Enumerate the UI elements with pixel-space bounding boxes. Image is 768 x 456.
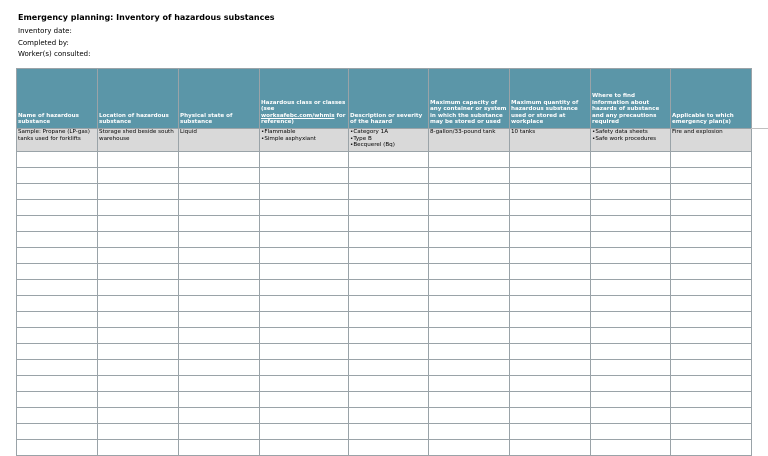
info-item: • Safety data sheets xyxy=(592,129,669,136)
blank-cell[interactable] xyxy=(98,280,179,296)
blank-cell[interactable] xyxy=(349,376,429,392)
header-severity: Description or severity of the hazard xyxy=(349,69,429,129)
blank-cell[interactable] xyxy=(260,216,349,232)
inventory-date-label: Inventory date: xyxy=(18,27,72,35)
blank-cell[interactable] xyxy=(671,296,752,312)
blank-cell[interactable] xyxy=(671,232,752,248)
blank-cell[interactable] xyxy=(510,392,591,408)
blank-cell[interactable] xyxy=(17,184,98,200)
blank-cell[interactable] xyxy=(349,168,429,184)
blank-cell[interactable] xyxy=(429,248,510,264)
blank-cell[interactable] xyxy=(510,216,591,232)
blank-cell[interactable] xyxy=(98,392,179,408)
blank-cell[interactable] xyxy=(17,200,98,216)
blank-cell[interactable] xyxy=(671,360,752,376)
blank-cell[interactable] xyxy=(179,296,260,312)
blank-cell[interactable] xyxy=(260,392,349,408)
header-row xyxy=(17,69,752,129)
blank-cell[interactable] xyxy=(179,200,260,216)
blank-cell[interactable] xyxy=(179,376,260,392)
blank-cell[interactable] xyxy=(429,408,510,424)
blank-cell[interactable] xyxy=(671,216,752,232)
whmis-link[interactable]: worksafebc.com/whmis xyxy=(261,112,335,119)
blank-cell[interactable] xyxy=(591,296,671,312)
blank-cell[interactable] xyxy=(179,232,260,248)
completed-by-label: Completed by: xyxy=(18,39,69,47)
sample-max-capacity: 8-gallon/33-pound tank xyxy=(429,129,510,152)
blank-cell[interactable] xyxy=(591,168,671,184)
blank-cell[interactable] xyxy=(17,328,98,344)
blank-cell[interactable] xyxy=(671,168,752,184)
blank-cell[interactable] xyxy=(260,360,349,376)
blank-cell[interactable] xyxy=(179,392,260,408)
blank-cell[interactable] xyxy=(179,408,260,424)
blank-cell[interactable] xyxy=(349,312,429,328)
blank-row xyxy=(17,264,752,280)
blank-cell[interactable] xyxy=(591,152,671,168)
header-name: Name of hazardous substance xyxy=(17,69,98,129)
blank-cell[interactable] xyxy=(349,280,429,296)
blank-row xyxy=(17,392,752,408)
blank-cell[interactable] xyxy=(510,248,591,264)
header-hazard-class-pre: Hazardous class or classes (see xyxy=(261,99,346,113)
blank-cell[interactable] xyxy=(98,168,179,184)
blank-cell[interactable] xyxy=(260,248,349,264)
header-hazard-class xyxy=(260,69,349,129)
blank-row xyxy=(17,424,752,440)
blank-cell[interactable] xyxy=(179,360,260,376)
blank-cell[interactable] xyxy=(98,264,179,280)
blank-cell[interactable] xyxy=(179,152,260,168)
info-item: • Safe work procedures xyxy=(592,136,669,143)
blank-cell[interactable] xyxy=(591,408,671,424)
blank-row xyxy=(17,200,752,216)
blank-cell[interactable] xyxy=(17,360,98,376)
blank-cell[interactable] xyxy=(17,376,98,392)
blank-row xyxy=(17,376,752,392)
sample-plans: Fire and explosion xyxy=(671,129,752,152)
blank-cell[interactable] xyxy=(260,232,349,248)
blank-cell[interactable] xyxy=(510,344,591,360)
blank-cell[interactable] xyxy=(591,280,671,296)
blank-cell[interactable] xyxy=(260,424,349,440)
header-hazard-class-post: for reference) xyxy=(261,112,346,126)
blank-cell[interactable] xyxy=(429,296,510,312)
blank-cell[interactable] xyxy=(349,424,429,440)
severity-item: • Type B xyxy=(350,136,427,143)
blank-cell[interactable] xyxy=(179,168,260,184)
blank-cell[interactable] xyxy=(98,312,179,328)
header-info-location: Where to find information about hazards of substance and any precautions required xyxy=(591,69,671,129)
blank-cell[interactable] xyxy=(671,200,752,216)
blank-cell[interactable] xyxy=(429,424,510,440)
blank-cell[interactable] xyxy=(17,248,98,264)
blank-row xyxy=(17,232,752,248)
blank-cell[interactable] xyxy=(179,424,260,440)
blank-cell[interactable] xyxy=(510,200,591,216)
blank-cell[interactable] xyxy=(260,296,349,312)
blank-cell[interactable] xyxy=(179,216,260,232)
blank-cell[interactable] xyxy=(17,232,98,248)
blank-cell[interactable] xyxy=(17,168,98,184)
blank-cell[interactable] xyxy=(510,408,591,424)
blank-row xyxy=(17,360,752,376)
blank-cell[interactable] xyxy=(429,280,510,296)
blank-row xyxy=(17,296,752,312)
blank-cell[interactable] xyxy=(260,328,349,344)
blank-cell[interactable] xyxy=(510,152,591,168)
blank-cell[interactable] xyxy=(98,376,179,392)
blank-cell[interactable] xyxy=(591,184,671,200)
blank-cell[interactable] xyxy=(349,232,429,248)
blank-cell[interactable] xyxy=(179,248,260,264)
blank-cell[interactable] xyxy=(349,392,429,408)
blank-cell[interactable] xyxy=(98,232,179,248)
blank-cell[interactable] xyxy=(179,184,260,200)
header-max-quantity: Maximum quantity of hazardous substance used or stored at workplace xyxy=(510,69,591,129)
blank-cell[interactable] xyxy=(671,376,752,392)
blank-cell[interactable] xyxy=(510,312,591,328)
blank-cell[interactable] xyxy=(349,264,429,280)
blank-cell[interactable] xyxy=(429,184,510,200)
blank-row xyxy=(17,216,752,232)
blank-cell[interactable] xyxy=(671,280,752,296)
blank-cell[interactable] xyxy=(17,280,98,296)
blank-cell[interactable] xyxy=(671,344,752,360)
blank-cell[interactable] xyxy=(17,312,98,328)
blank-cell[interactable] xyxy=(260,280,349,296)
blank-cell[interactable] xyxy=(429,216,510,232)
severity-item: • Category 1A xyxy=(350,129,427,136)
blank-row xyxy=(17,184,752,200)
blank-cell[interactable] xyxy=(591,232,671,248)
blank-cell[interactable] xyxy=(349,360,429,376)
blank-cell[interactable] xyxy=(671,408,752,424)
blank-cell[interactable] xyxy=(179,312,260,328)
blank-cell[interactable] xyxy=(179,328,260,344)
blank-cell[interactable] xyxy=(510,328,591,344)
workers-consulted-label: Worker(s) consulted: xyxy=(18,50,91,58)
blank-cell[interactable] xyxy=(510,360,591,376)
blank-cell[interactable] xyxy=(510,280,591,296)
blank-cell[interactable] xyxy=(429,168,510,184)
blank-cell[interactable] xyxy=(98,408,179,424)
blank-cell[interactable] xyxy=(179,344,260,360)
blank-cell[interactable] xyxy=(671,248,752,264)
blank-cell[interactable] xyxy=(510,424,591,440)
blank-cell[interactable] xyxy=(98,152,179,168)
blank-cell[interactable] xyxy=(17,264,98,280)
blank-cell[interactable] xyxy=(429,344,510,360)
blank-cell[interactable] xyxy=(260,168,349,184)
blank-cell[interactable] xyxy=(98,200,179,216)
header-location: Location of hazardous substance xyxy=(98,69,179,129)
blank-cell[interactable] xyxy=(591,344,671,360)
header-max-capacity: Maximum capacity of any container or system in which the substance may be stored or used xyxy=(429,69,510,129)
blank-cell[interactable] xyxy=(510,376,591,392)
blank-cell[interactable] xyxy=(671,328,752,344)
blank-row xyxy=(17,248,752,264)
blank-cell[interactable] xyxy=(671,184,752,200)
blank-cell[interactable] xyxy=(349,344,429,360)
blank-cell[interactable] xyxy=(98,184,179,200)
blank-cell[interactable] xyxy=(17,408,98,424)
blank-cell[interactable] xyxy=(260,408,349,424)
blank-row xyxy=(17,328,752,344)
blank-cell[interactable] xyxy=(17,152,98,168)
blank-cell[interactable] xyxy=(260,184,349,200)
blank-cell[interactable] xyxy=(260,264,349,280)
blank-cell[interactable] xyxy=(17,296,98,312)
blank-cell[interactable] xyxy=(260,152,349,168)
inventory-table xyxy=(16,68,752,456)
sample-location: Storage shed beside south warehouse xyxy=(98,129,179,152)
blank-cell[interactable] xyxy=(591,264,671,280)
blank-cell[interactable] xyxy=(591,312,671,328)
sample-info xyxy=(591,129,671,152)
blank-cell[interactable] xyxy=(429,152,510,168)
blank-cell[interactable] xyxy=(429,232,510,248)
header-physical-state: Physical state of substance xyxy=(179,69,260,129)
sample-row xyxy=(17,129,752,152)
hazard-class-item: • Simple asphyxiant xyxy=(261,136,347,143)
blank-row xyxy=(17,344,752,360)
blank-cell[interactable] xyxy=(591,200,671,216)
blank-cell[interactable] xyxy=(429,376,510,392)
blank-row xyxy=(17,280,752,296)
blank-row xyxy=(17,312,752,328)
blank-cell[interactable] xyxy=(17,424,98,440)
blank-cell[interactable] xyxy=(349,216,429,232)
blank-cell[interactable] xyxy=(429,312,510,328)
blank-cell[interactable] xyxy=(591,392,671,408)
blank-cell[interactable] xyxy=(98,424,179,440)
blank-cell[interactable] xyxy=(671,152,752,168)
blank-cell[interactable] xyxy=(260,312,349,328)
hazard-class-item: • Flammable xyxy=(261,129,347,136)
blank-cell[interactable] xyxy=(510,296,591,312)
header-emergency-plans: Applicable to which emergency plan(s) xyxy=(671,69,752,129)
blank-cell[interactable] xyxy=(671,264,752,280)
blank-cell[interactable] xyxy=(429,360,510,376)
blank-cell[interactable] xyxy=(98,248,179,264)
blank-cell[interactable] xyxy=(510,264,591,280)
blank-cell[interactable] xyxy=(179,264,260,280)
blank-row xyxy=(17,408,752,424)
blank-cell[interactable] xyxy=(349,200,429,216)
blank-cell[interactable] xyxy=(98,360,179,376)
blank-cell[interactable] xyxy=(510,232,591,248)
blank-cell[interactable] xyxy=(510,184,591,200)
blank-cell[interactable] xyxy=(591,360,671,376)
severity-item: • Becquerel (Bq) xyxy=(350,142,427,149)
blank-cell[interactable] xyxy=(429,264,510,280)
blank-cell[interactable] xyxy=(98,216,179,232)
sample-hazard-class xyxy=(260,129,349,152)
blank-cell[interactable] xyxy=(98,328,179,344)
blank-cell[interactable] xyxy=(429,328,510,344)
blank-cell[interactable] xyxy=(98,296,179,312)
blank-cell[interactable] xyxy=(349,184,429,200)
blank-cell[interactable] xyxy=(260,200,349,216)
blank-cell[interactable] xyxy=(349,248,429,264)
blank-row xyxy=(17,168,752,184)
blank-cell[interactable] xyxy=(98,344,179,360)
blank-cell[interactable] xyxy=(671,392,752,408)
blank-cell[interactable] xyxy=(591,216,671,232)
blank-cell[interactable] xyxy=(671,312,752,328)
blank-cell[interactable] xyxy=(429,200,510,216)
blank-cell[interactable] xyxy=(17,216,98,232)
blank-cell[interactable] xyxy=(671,424,752,440)
blank-cell[interactable] xyxy=(591,328,671,344)
blank-cell[interactable] xyxy=(591,424,671,440)
sample-max-quantity: 10 tanks xyxy=(510,129,591,152)
blank-cell[interactable] xyxy=(17,344,98,360)
blank-cell[interactable] xyxy=(349,296,429,312)
blank-cell[interactable] xyxy=(17,392,98,408)
page-title: Emergency planning: Inventory of hazardous substances xyxy=(18,13,275,22)
blank-cell[interactable] xyxy=(429,392,510,408)
sample-severity xyxy=(349,129,429,152)
blank-cell[interactable] xyxy=(349,328,429,344)
gridline xyxy=(751,128,768,129)
blank-cell[interactable] xyxy=(260,344,349,360)
blank-cell[interactable] xyxy=(510,168,591,184)
sample-name: Sample: Propane (LP-gas) tanks used for forklifts xyxy=(17,129,98,152)
blank-cell[interactable] xyxy=(591,376,671,392)
blank-cell[interactable] xyxy=(591,248,671,264)
blank-cell[interactable] xyxy=(349,408,429,424)
blank-row xyxy=(17,152,752,168)
blank-cell[interactable] xyxy=(179,280,260,296)
blank-cell[interactable] xyxy=(349,152,429,168)
blank-cell[interactable] xyxy=(260,376,349,392)
sample-state: Liquid xyxy=(179,129,260,152)
